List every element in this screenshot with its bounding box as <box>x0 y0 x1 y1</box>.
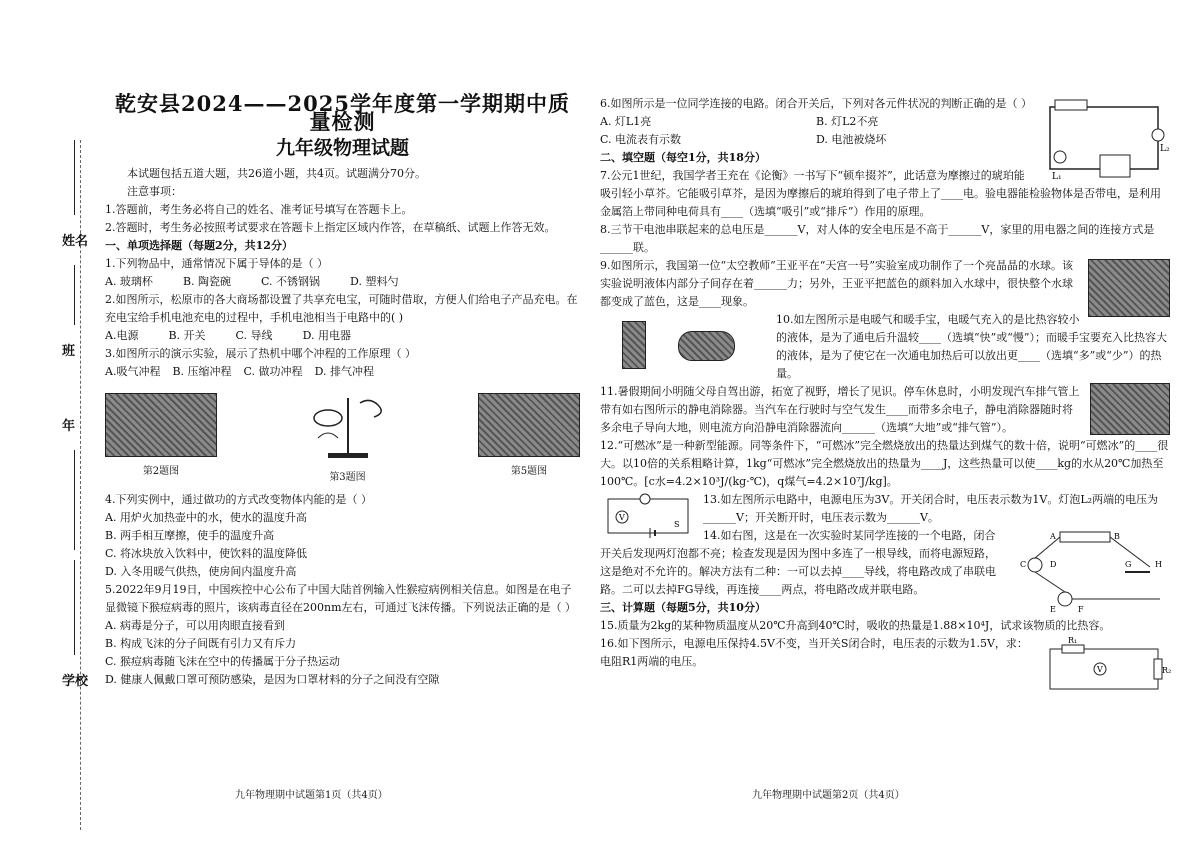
class-blank <box>74 265 75 325</box>
grade-label: 年 <box>62 419 76 434</box>
point-g-label: G <box>1125 560 1132 569</box>
option: A. 灯L1亮 <box>600 115 652 128</box>
question-9: 9.如图所示，我国第一位“太空教师”王亚平在“天宫一号”实验室成功制作了一个亮晶晶的水球。该实验说明液体内部分子间存在着______力；另外，王亚平把蓝色的颜料加入水球中，很快整个水球都变成了蓝色，这是____现象。 <box>600 259 1073 308</box>
option: D. 塑料勺 <box>350 275 399 288</box>
option: B. 灯L2不亮 <box>816 115 879 128</box>
point-e-label: E <box>1050 605 1056 614</box>
page-1 <box>105 91 580 689</box>
q4-option-d: D. 入冬用暖气供热，使房间内温度升高 <box>105 565 297 578</box>
question-1: 1.下列物品中，通常情况下属于导体的是（ ） <box>105 257 328 270</box>
figure-2-caption: 第2题图 <box>142 466 180 477</box>
space-teacher-photo <box>1088 259 1170 317</box>
question-7: 7.公元1世纪，我国学者王充在《论衡》一书写下“顿牟掇芥”，此话意为摩擦过的琥珀能吸引轻小草芥。它能吸引草芥，是因为摩擦后的琥珀得到了电子带上了____电。验电器能检验物体是否带电，是利用金属箔上带同种电荷具有____（选填“吸引”或“排斥”）作用的原理。 <box>600 169 1161 218</box>
option: D. 电池被烧坏 <box>816 133 887 146</box>
page-2 <box>600 95 1170 693</box>
oil-heater-photo <box>622 321 646 369</box>
option: B. 开关 <box>168 329 206 342</box>
l1-label: L₁ <box>1052 172 1062 182</box>
exam-title: 乾安县2024——2025学年度第一学期期中质量检测 <box>115 91 570 134</box>
question-5: 5.2022年9月19日，中国疾控中心公布了中国大陆首例输入性猴痘病例相关信息。如图是在电子显微镜下猴痘病毒的照片，该病毒直径在200nm左右，可通过飞沫传播。下列说法正确的是（ ） <box>105 583 577 614</box>
q6-circuit-diagram <box>1040 95 1170 183</box>
page-1-footer: 九年物理期中试题第1页（共4页） <box>235 790 388 801</box>
static-eliminator-photo <box>1090 383 1170 435</box>
hand-warmer-photo <box>678 331 735 361</box>
point-f-label: F <box>1078 605 1084 614</box>
question-6-options-2 <box>600 131 1032 149</box>
question-13: 13.如左图所示电路中，电源电压为3V。开关闭合时，电压表示数为1V。灯泡L₂两端的电压为______V；开关断开时，电压表示数为______V。 <box>703 493 1159 524</box>
option: B. 陶瓷碗 <box>182 275 232 288</box>
r2-label: R₂ <box>1162 666 1172 675</box>
power-bank-photo <box>105 393 217 457</box>
option: D. 用电器 <box>302 329 351 342</box>
section-2-title: 二、填空题（每空1分，共18分） <box>600 151 766 164</box>
q14-circuit-diagram <box>1010 527 1170 617</box>
page-2-footer: 九年物理期中试题第2页（共4页） <box>752 790 905 801</box>
option: A.吸气冲程 <box>105 365 161 378</box>
figure-5 <box>478 393 580 487</box>
note-2: 2.答题时，考生务必按照考试要求在答题卡上指定区域内作答，在草稿纸、试题上作答无效。 <box>105 221 556 234</box>
section-1-title: 一、单项选择题（每题2分，共12分） <box>105 239 293 252</box>
point-h-label: H <box>1155 560 1162 569</box>
option: C. 做功冲程 <box>243 365 303 378</box>
option: C. 电流表有示数 <box>600 133 682 146</box>
switch-label: S <box>674 520 680 529</box>
point-d-label: D <box>1050 560 1057 569</box>
school-blank <box>74 560 75 655</box>
q5-option-b: B. 构成飞沫的分子间既有引力又有斥力 <box>105 637 297 650</box>
q5-option-c: C. 猴痘病毒随飞沫在空中的传播属于分子热运动 <box>105 655 341 668</box>
q16-circuit-diagram <box>1040 635 1170 693</box>
question-8: 8.三节干电池串联起来的总电压是______V，对人体的安全电压是不高于______V，家里的用电器之间的连接方式是______联。 <box>600 223 1155 254</box>
notes-title: 注意事项： <box>127 185 182 198</box>
grade-blank <box>74 450 75 550</box>
q5-option-d: D. 健康人佩戴口罩可预防感染，是因为口罩材料的分子之间没有空隙 <box>105 673 440 686</box>
figure-3 <box>298 393 398 487</box>
figure-3-caption: 第3题图 <box>329 472 366 483</box>
r1-label: R₁ <box>1068 636 1078 645</box>
q5-option-a: A. 病毒是分子，可以用肉眼直接看到 <box>105 619 285 632</box>
section-3-title: 三、计算题（每题5分，共10分） <box>600 601 766 614</box>
question-15: 15.质量为2kg的某种物质温度从20℃升高到40℃时，吸收的热量是1.88×10⁴J，试求该物质的比热容。 <box>600 619 1111 632</box>
option: A.电源 <box>105 329 139 342</box>
name-blank <box>74 140 75 215</box>
question-6-options <box>600 113 1032 131</box>
question-3-options <box>105 363 580 381</box>
q4-option-a: A. 用炉火加热壶中的水，使水的温度升高 <box>105 511 307 524</box>
l2-label: L₂ <box>1160 144 1170 154</box>
q13-circuit-diagram <box>600 491 695 541</box>
q4-option-b: B. 两手相互摩擦，使手的温度升高 <box>105 529 275 542</box>
point-a-label: A <box>1050 532 1056 541</box>
question-11: 11.暑假期间小明随父母自驾出游，拓宽了视野，增长了见识。停车休息时，小明发现汽车排气管上带有如右图所示的静电消除器。当汽车在行驶时与空气发生____而带多余电子，静电消除器随时将多余电子导向大地，则电流方向沿静电消除器流向______（选填“大地”或“排气管”）。 <box>600 385 1080 434</box>
question-6: 6.如图所示是一位同学连接的电路。闭合开关后，下列对各元件状况的判断正确的是（ ） <box>600 97 1032 110</box>
figure-2 <box>105 393 217 487</box>
question-14: 14.如右图，这是在一次实验时某同学连接的一个电路，闭合开关后发现两灯泡都不亮；检查发现是因为图中多连了一根导线，而将电源短路，这是绝对不允许的。解决方法有二种：一可以去掉____导线，将电路改成了串联电路。二可以去掉FG导线，再连接____两点，将电路改成并联电路。 <box>600 529 996 596</box>
school-label: 学校 <box>62 674 89 689</box>
heater-figure <box>600 315 768 373</box>
question-16: 16.如下图所示，电源电压保持4.5V不变，当开关S闭合时，电压表的示数为1.5V，求：电阻R1两端的电压。 <box>600 637 1028 668</box>
steam-experiment-diagram <box>298 393 398 463</box>
point-c-label: C <box>1020 560 1027 569</box>
question-2: 2.如图所示，松原市的各大商场都设置了共享充电宝，可随时借取，方便人们给电子产品充电。在充电宝给手机电池充电的过程中，手机电池相当于电路中的( ) <box>105 293 578 324</box>
option: A. 玻璃杯 <box>105 275 153 288</box>
question-4: 4.下列实例中，通过做功的方式改变物体内能的是（ ） <box>105 493 372 506</box>
figure-5-caption: 第5题图 <box>510 466 548 477</box>
question-10: 10.如左图所示是电暖气和暖手宝，电暖气充入的是比热容较小的液体，是为了通电后升温较____（选填“快”或“慢”）；而暖手宝要充入比热容大的液体，是为了使它在一次通电加热后可以放出更____（选填“多”或“少”）的热量。 <box>776 313 1167 380</box>
question-12: 12.“可燃冰”是一种新型能源。同等条件下，“可燃冰”完全燃烧放出的热量达到煤气的数十倍，说明“可燃冰”的____很大。以10倍的关系粗略计算，1kg“可燃冰”完全燃烧放出的热量为____J，这些热量可以使____kg的水从20℃加热至100℃。[c水=4.2×10³J/(kg·℃)，q煤气=4.2×10⁷J/kg]。 <box>600 439 1169 488</box>
exam-subtitle: 九年级物理试题 <box>275 137 409 159</box>
virus-photo <box>478 393 580 457</box>
point-b-label: B <box>1114 532 1120 541</box>
option: B. 压缩冲程 <box>172 365 232 378</box>
exam-intro: 本试题包括五道大题，共26道小题，共4页。试题满分70分。 <box>127 167 426 180</box>
note-1: 1.答题前，考生务必将自己的姓名、准考证号填写在答题卡上。 <box>105 203 413 216</box>
figure-row <box>105 393 580 487</box>
question-3: 3.如图所示的演示实验，展示了热机中哪个冲程的工作原理（ ） <box>105 347 416 360</box>
voltmeter-label-2: V <box>1097 665 1103 674</box>
class-label: 班 <box>62 344 76 359</box>
option: C. 不锈钢锅 <box>261 275 321 288</box>
option: D. 排气冲程 <box>314 365 374 378</box>
name-label: 姓名 <box>62 234 89 249</box>
q4-option-c: C. 将冰块放入饮料中，使饮料的温度降低 <box>105 547 308 560</box>
question-2-options <box>105 327 580 345</box>
voltmeter-label: V <box>619 513 625 522</box>
question-1-options <box>105 273 580 291</box>
option: C. 导线 <box>235 329 273 342</box>
